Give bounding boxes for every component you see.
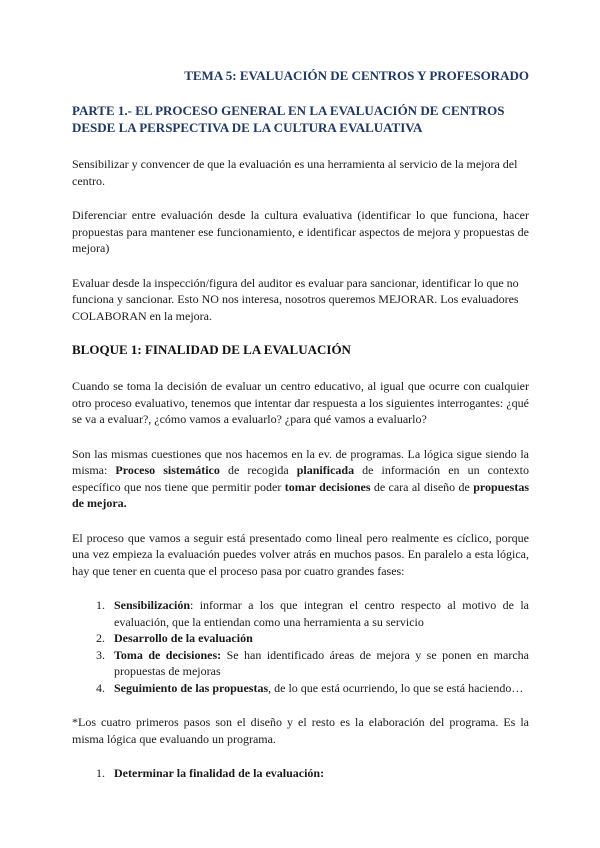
step-1-title: Determinar la finalidad de la evaluación: bbox=[114, 766, 325, 780]
phase-text: : informar a los que integran el centro respecto al motivo de la evaluación, que la entiendan como una herramienta a su servicio bbox=[114, 598, 529, 629]
phase-bold: Seguimiento de las propuestas bbox=[114, 680, 269, 695]
phase-item bbox=[108, 680, 529, 697]
paragraph-process: El proceso que vamos a seguir está presentado como lineal pero realmente es cíclico, porque una vez empieza la evaluación puedes volver atrás en muchos pasos. En paralelo a esta lógica, hay que tener en cuenta que el proceso pasa por cuatro grandes fases: bbox=[72, 530, 529, 578]
paragraph-sensibilizar: Sensibilizar y convencer de que la evaluación es una herramienta al servicio de la mejora del centro. bbox=[72, 157, 518, 188]
steps-list bbox=[72, 765, 529, 782]
logic-text-3: de información en un contexto específico que nos tiene que permitir poder bbox=[72, 463, 530, 494]
logic-text-1: Son las mismas cuestiones que nos hacemos en la ev. de programas. La lógica sigue siendo la misma: bbox=[72, 446, 529, 477]
paragraph-diferenciar: Diferenciar entre evaluación desde la cultura evaluativa (identificar lo que funciona, hacer propuestas para mantener ese funcionamiento, e identificar aspectos de mejora y propuestas de mejora) bbox=[72, 208, 529, 255]
logic-bold-decisiones: tomar decisiones bbox=[284, 479, 371, 494]
phases-list bbox=[72, 597, 529, 696]
step-item bbox=[108, 765, 529, 782]
logic-text-4: de cara al diseño de bbox=[370, 479, 474, 494]
phase-text: Se han identificado áreas de mejora y se ponen en marcha propuestas de mejoras bbox=[114, 647, 529, 678]
logic-text-2: de recogida bbox=[219, 463, 297, 477]
document-title: TEMA 5: EVALUACIÓN DE CENTROS Y PROFESORADO bbox=[184, 68, 529, 83]
logic-bold-planificada: planificada bbox=[296, 463, 355, 477]
paragraph-logic bbox=[72, 446, 529, 512]
paragraph-note: *Los cuatro primeros pasos son el diseño y el resto es la elaboración del programa. Es la misma lógica que evaluando un programa. bbox=[72, 715, 529, 746]
phase-bold: Toma de decisiones: bbox=[114, 647, 222, 662]
logic-bold-proceso: Proceso sistemático bbox=[115, 463, 220, 477]
phase-item bbox=[108, 597, 529, 630]
paragraph-intro: Cuando se toma la decisión de evaluar un centro educativo, al igual que ocurre con cualquier otro proceso evaluativo, tenemos que intentar dar respuesta a los siguientes interrogantes: ¿qué se va a evaluar?, ¿cómo vamos a evaluarlo? ¿para qué vamos a evaluarlo? bbox=[72, 379, 529, 426]
phase-text: , de lo que está ocurriendo, lo que se está haciendo… bbox=[268, 680, 524, 695]
phase-item bbox=[108, 647, 529, 680]
part-1-heading: PARTE 1.- EL PROCESO GENERAL EN LA EVALUACIÓN DE CENTROS DESDE LA PERSPECTIVA DE LA CULTURA EVALUATIVA bbox=[72, 103, 505, 135]
block-1-heading: BLOQUE 1: FINALIDAD DE LA EVALUACIÓN bbox=[72, 342, 351, 357]
paragraph-evaluar: Evaluar desde la inspección/figura del auditor es evaluar para sancionar, identificar lo que no funciona y sancionar. Esto NO nos interesa, nosotros queremos MEJORAR. Los evaluadores COLABORAN en la mejora. bbox=[72, 275, 519, 323]
phase-bold: Desarrollo de la evaluación bbox=[114, 631, 253, 645]
phase-bold: Sensibilización bbox=[114, 598, 191, 612]
phase-item bbox=[108, 630, 529, 647]
logic-bold-propuestas: propuestas de mejora. bbox=[72, 479, 530, 510]
